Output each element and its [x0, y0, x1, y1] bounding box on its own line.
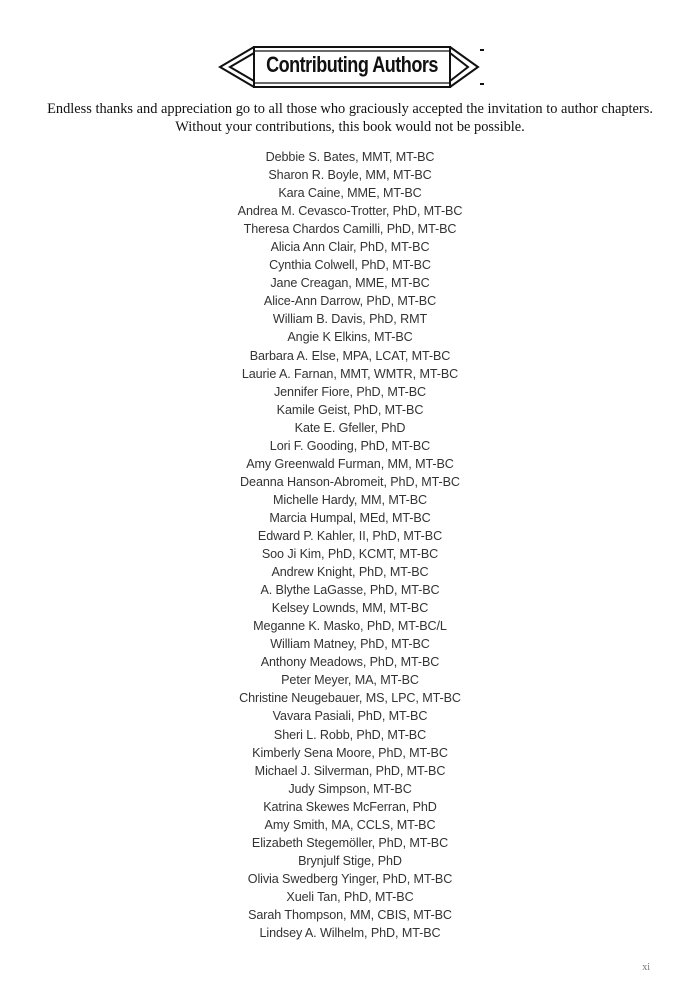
author-item: Soo Ji Kim, PhD, KCMT, MT-BC — [261, 547, 439, 562]
author-item: Sharon R. Boyle, MM, MT-BC — [268, 168, 432, 183]
author-item: Sheri L. Robb, PhD, MT-BC — [273, 727, 427, 742]
author-item: Lori F. Gooding, PhD, MT-BC — [269, 438, 431, 453]
page-number: xi — [642, 962, 650, 973]
author-item: Sarah Thompson, MM, CBIS, MT-BC — [248, 907, 452, 922]
page-title: Contributing Authors — [266, 52, 438, 77]
author-item: Michelle Hardy, MM, MT-BC — [272, 492, 427, 507]
author-item: Kara Caine, MME, MT-BC — [278, 186, 422, 201]
author-item: Debbie S. Bates, MMT, MT-BC — [265, 150, 435, 164]
author-item: Olivia Swedberg Yinger, PhD, MT-BC — [247, 871, 453, 886]
author-list — [150, 148, 550, 942]
author-item: Anthony Meadows, PhD, MT-BC — [260, 655, 440, 670]
banner-tick-top — [480, 49, 484, 51]
author-item: Brynjulf Stige, PhD — [298, 853, 402, 868]
author-item: Jane Creagan, MME, MT-BC — [270, 276, 430, 291]
author-item: William Matney, PhD, MT-BC — [270, 637, 430, 652]
author-item: Kimberly Sena Moore, PhD, MT-BC — [252, 745, 448, 760]
author-item: Elizabeth Stegemöller, PhD, MT-BC — [251, 835, 449, 850]
author-item: Angie K Elkins, MT-BC — [287, 330, 413, 345]
author-item: Kate E. Gfeller, PhD — [294, 420, 406, 435]
author-item: Meganne K. Masko, PhD, MT-BC/L — [253, 619, 447, 634]
author-item: Alice-Ann Darrow, PhD, MT-BC — [263, 294, 437, 309]
author-item: William B. Davis, PhD, RMT — [272, 312, 428, 327]
author-item: Christine Neugebauer, MS, LPC, MT-BC — [239, 691, 461, 706]
author-item: Cynthia Colwell, PhD, MT-BC — [269, 258, 431, 273]
author-item: Katrina Skewes McFerran, PhD — [263, 799, 437, 814]
author-item: Vavara Pasiali, PhD, MT-BC — [272, 709, 428, 724]
author-item: Jennifer Fiore, PhD, MT-BC — [273, 384, 427, 399]
author-item: Marcia Humpal, MEd, MT-BC — [269, 510, 431, 525]
author-item: Kamile Geist, PhD, MT-BC — [276, 402, 424, 417]
author-item: Amy Greenwald Furman, MM, MT-BC — [246, 456, 454, 471]
author-item: Michael J. Silverman, PhD, MT-BC — [254, 763, 446, 778]
intro-line-2: Without your contributions, this book would not be possible. — [175, 119, 525, 135]
author-item: Andrea M. Cevasco-Trotter, PhD, MT-BC — [237, 204, 463, 219]
author-item: A. Blythe LaGasse, PhD, MT-BC — [260, 583, 440, 598]
author-item: Laurie A. Farnan, MMT, WMTR, MT-BC — [241, 366, 459, 381]
author-item: Lindsey A. Wilhelm, PhD, MT-BC — [259, 926, 441, 941]
author-item: Peter Meyer, MA, MT-BC — [281, 673, 419, 688]
author-item: Barbara A. Else, MPA, LCAT, MT-BC — [249, 348, 451, 363]
banner-tick-bottom — [480, 83, 484, 85]
author-item: Andrew Knight, PhD, MT-BC — [271, 565, 429, 580]
author-item: Theresa Chardos Camilli, PhD, MT-BC — [243, 222, 457, 237]
author-item: Edward P. Kahler, II, PhD, MT-BC — [257, 528, 443, 543]
title-banner — [216, 42, 488, 92]
intro-line-1: Endless thanks and appreciation go to all those who graciously accepted the invitation to author chapters. — [47, 101, 653, 117]
author-item: Kelsey Lownds, MM, MT-BC — [271, 601, 429, 616]
author-item: Xueli Tan, PhD, MT-BC — [286, 889, 414, 904]
author-item: Judy Simpson, MT-BC — [288, 781, 412, 796]
author-item: Alicia Ann Clair, PhD, MT-BC — [270, 240, 430, 255]
intro-paragraph — [40, 100, 660, 136]
author-item: Deanna Hanson-Abromeit, PhD, MT-BC — [240, 474, 460, 489]
author-item: Amy Smith, MA, CCLS, MT-BC — [264, 817, 436, 832]
